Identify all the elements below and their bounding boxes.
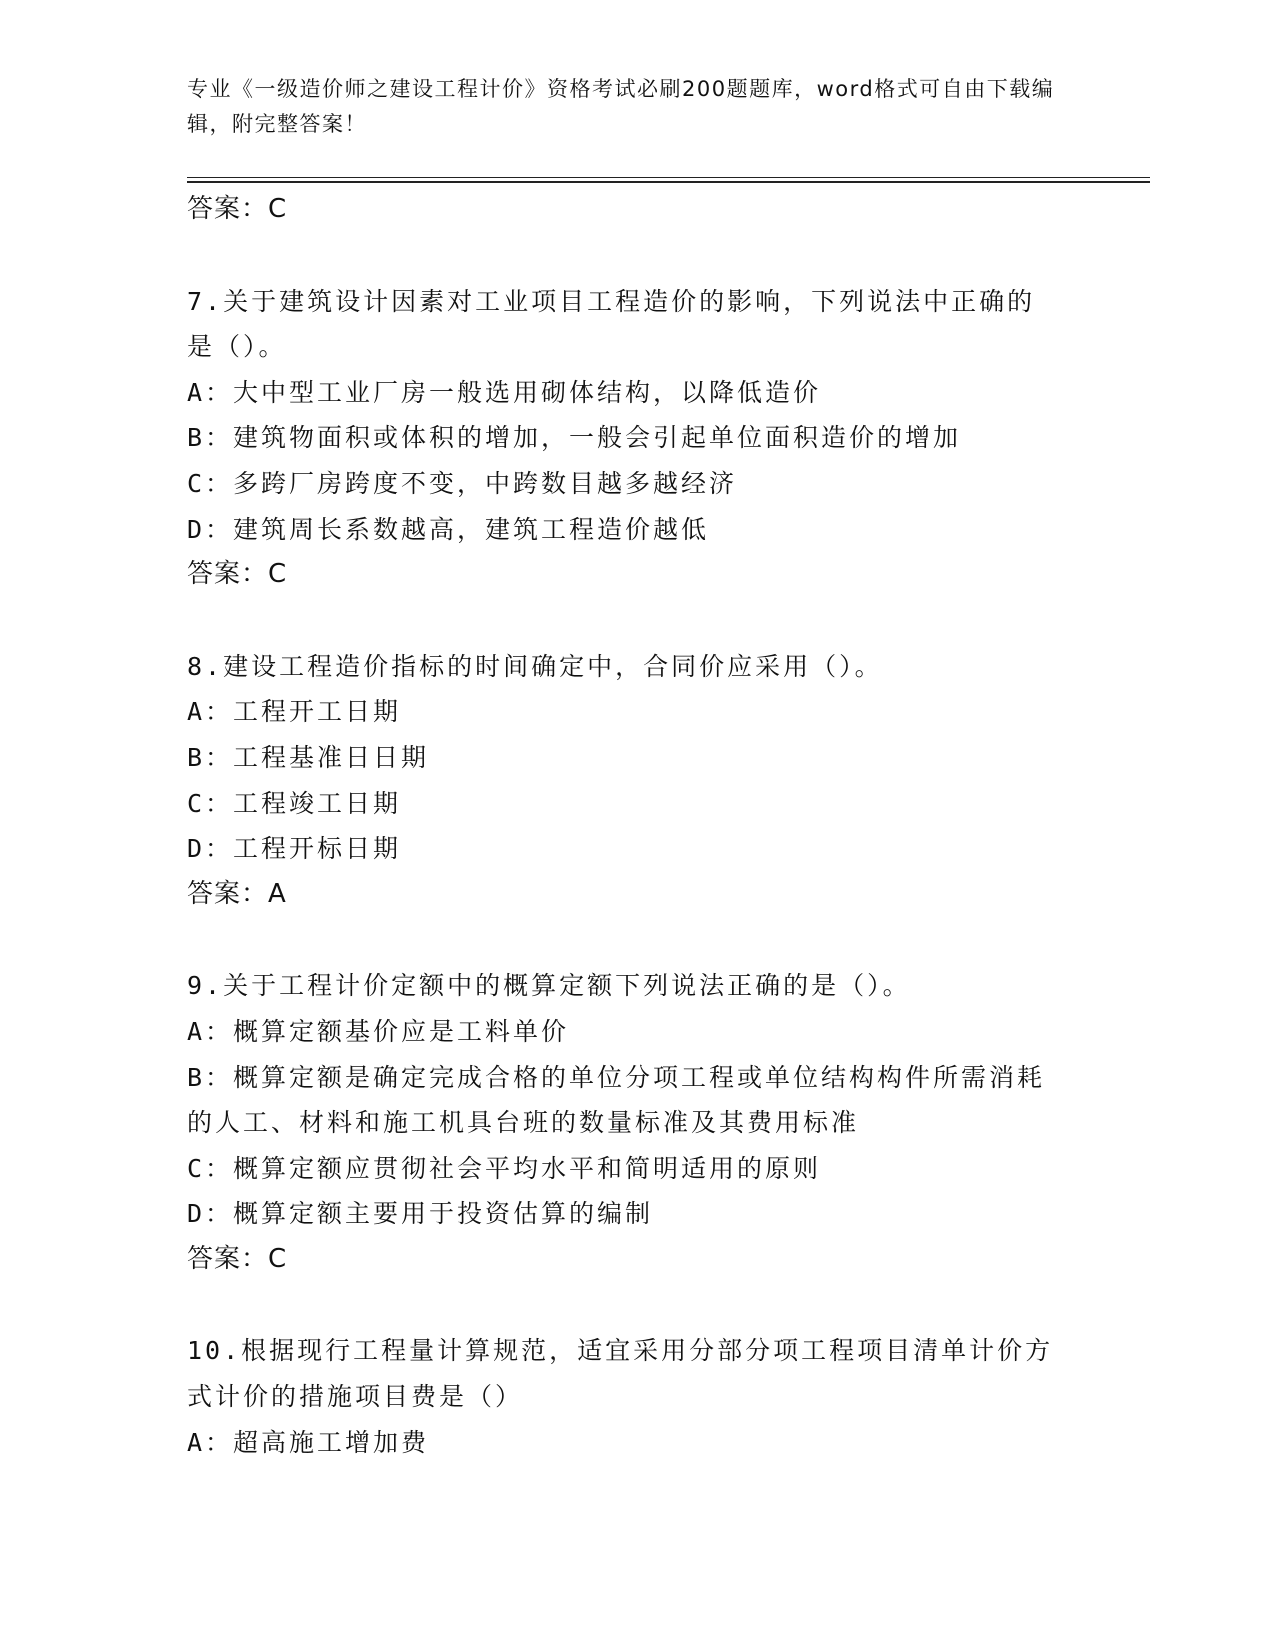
header-divider-thick <box>187 181 1150 183</box>
question-9-option-c: C：概算定额应贯彻社会平均水平和简明适用的原则 <box>187 1153 822 1183</box>
question-7-stem-line-2: 是（）。 <box>187 332 287 362</box>
question-7-option-d: D：建筑周长系数越高，建筑工程造价越低 <box>187 514 710 544</box>
question-list <box>187 187 1087 1465</box>
question-7-option-a: A：大中型工业厂房一般选用砌体结构，以降低造价 <box>187 377 822 407</box>
question-8-option-a: A：工程开工日期 <box>187 697 402 727</box>
question-10 <box>187 1328 1087 1465</box>
question-7-answer: 答案：C <box>187 559 288 590</box>
document-header: 专业《一级造价师之建设工程计价》资格考试必刷200题题库，word格式可自由下载编辑，附完整答案！ <box>187 77 1055 136</box>
question-9 <box>187 963 1087 1282</box>
spacer <box>187 233 1087 279</box>
question-8-option-d: D：工程开标日期 <box>187 834 402 864</box>
spacer <box>187 598 1087 644</box>
question-9-option-b-line-1: B：概算定额是确定完成合格的单位分项工程或单位结构构件所需消耗 <box>187 1062 1046 1092</box>
header-divider-thin <box>187 177 1150 178</box>
question-10-stem-line-2: 式计价的措施项目费是（） <box>187 1382 524 1412</box>
question-10-option-a: A：超高施工增加费 <box>187 1427 430 1457</box>
spacer <box>187 1282 1087 1328</box>
question-9-stem-line-1: 9.关于工程计价定额中的概算定额下列说法正确的是（）。 <box>187 971 911 1001</box>
question-9-option-a: A：概算定额基价应是工料单价 <box>187 1016 570 1046</box>
question-8-answer: 答案：A <box>187 878 287 909</box>
question-10-stem-line-1: 10.根据现行工程量计算规范，适宜采用分部分项工程项目清单计价方 <box>187 1336 1054 1366</box>
question-9-answer: 答案：C <box>187 1243 288 1274</box>
question-9-option-d: D：概算定额主要用于投资估算的编制 <box>187 1199 654 1229</box>
question-7-stem-line-1: 7.关于建筑设计因素对工业项目工程造价的影响，下列说法中正确的 <box>187 286 1036 316</box>
question-9-option-b-line-2: 的人工、材料和施工机具台班的数量标准及其费用标准 <box>187 1108 860 1138</box>
question-8 <box>187 644 1087 918</box>
spacer <box>187 917 1087 963</box>
question-8-option-c: C：工程竣工日期 <box>187 788 402 818</box>
question-8-stem-line-1: 8.建设工程造价指标的时间确定中，合同价应采用（）。 <box>187 651 883 681</box>
question-7 <box>187 279 1087 598</box>
question-7-option-c: C：多跨厂房跨度不变，中跨数目越多越经济 <box>187 468 738 498</box>
answer-previous: 答案：C <box>187 194 288 224</box>
question-8-option-b: B：工程基准日日期 <box>187 742 430 772</box>
question-7-option-b: B：建筑物面积或体积的增加，一般会引起单位面积造价的增加 <box>187 423 962 453</box>
